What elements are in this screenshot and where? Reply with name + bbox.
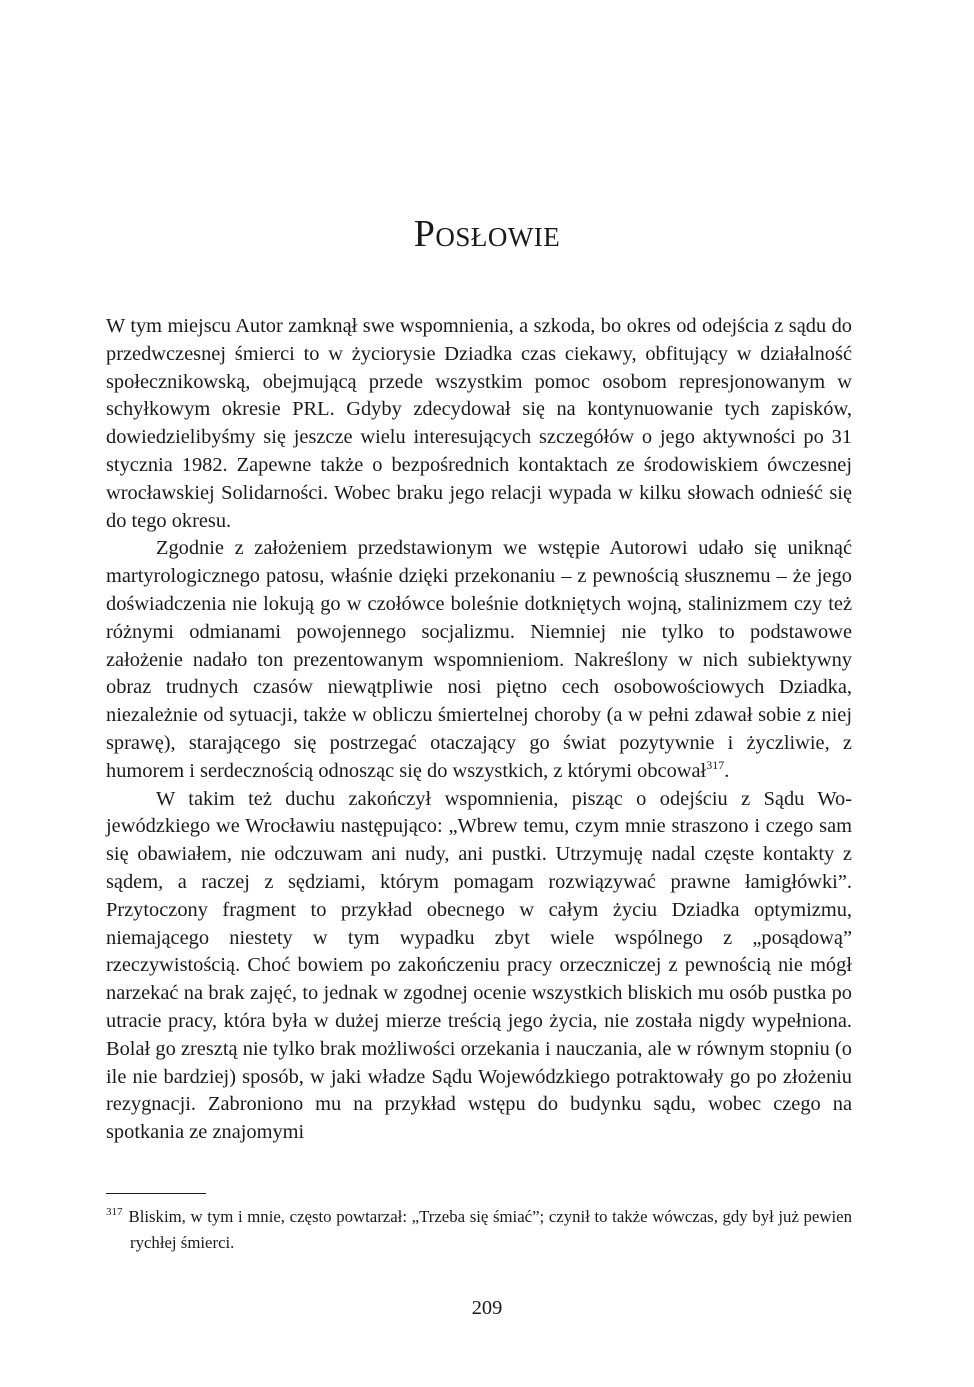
paragraph-2 (106, 535, 852, 785)
page-number: 209 (471, 1297, 503, 1319)
paragraph-2-text: Zgodnie z założeniem przedstawionym we wstępie Autorowi udało się uniknąć martyrologicznego patosu, właśnie dzięki przekonaniu – z pewnością słusznemu – że jego doświadczenia nie lokują go w czołówce boleśnie dotkniętych wojną, stalinizmem czy też różnymi odmianami powojennego socjalizmu. Niemniej nie tylko to podstawowe założenie nadało ton prezentowanym wspomnieniom. Nakreślony w nich subiektywny obraz trudnych czasów niewątpliwie nosi piętno cech osobowościowych Dziadka, niezależnie od sytuacji, także w obliczu śmiertelnej choroby (a w pełni zdawał sobie z niej sprawę), starającego się postrzegać otaczający go świat pozytywnie i życzliwie, z humorem i serdecznością odnosząc się do wszystkich, z którymi obcował (106, 537, 852, 782)
footnote-reference-trailing: . (724, 759, 730, 782)
footnote-divider (106, 1193, 206, 1194)
footnote-number: 317 (106, 1206, 123, 1218)
footnote-body (106, 1205, 852, 1254)
body-text (106, 313, 852, 1147)
footnote-text: Bliskim, w tym i mnie, często powtarzał: „Trzeba się śmiać”; czynił to także wówczas, gdy był już pewien rychłej śmierci. (128, 1207, 852, 1252)
paragraph-1: W tym miejscu Autor zamknął swe wspomnienia, a szkoda, bo okres od odejścia z sądu do przedwczesnej śmierci to w życiorysie Dziadka czas ciekawy, obfitujący w działalność społecznikowską, obejmującą przede wszystkim pomoc osobom represjonowanym w schyłkowym okresie PRL. Gdyby zdecydował się na kontynuowanie tych zapisków, dowiedzielibyśmy się jeszcze wielu interesujących szczegółów o jego aktywności po 31 stycznia 1982. Zapewne także o bezpośrednich kontaktach ze środowiskiem ówczesnej wrocławskiej Solidarności. Wobec braku jego relacji wypada w kilku słowach odnieść się do tego okresu. (106, 315, 852, 532)
paragraph-3: W takim też duchu zakończył wspomnienia, pisząc o odejściu z Sądu Wojewódzkiego we Wrocławiu następująco: „Wbrew temu, czym mnie straszono i czego sam się obawiałem, nie odczuwam ani nudy, ani pustki. Utrzymuję nadal częste kontakty z sądem, a raczej z sędziami, którym pomagam rozwiązywać prawne łamigłówki”. Przytoczony fragment to przykład obecnego w całym życiu Dziadka optymizmu, niemającego niestety w tym wypadku zbyt wiele wspólnego z „posądową” rzeczywistością. Choć bowiem po zakończeniu pracy orzeczniczej z pewnością nie mógł narzekać na brak zajęć, to jednak w zgodnej ocenie wszystkich bliskich mu osób pustka po utracie pracy, która była w dużej mierze treścią jego życia, nie została nigdy wypełniona. Bolał go zresztą nie tylko brak możliwości orzekania i nauczania, ale w równym stopniu (o ile nie bardziej) sposób, w jaki władze Sądu Wojewódzkiego potraktowały go po złożeniu rezygnacji. Zabroniono mu na przykład wstępu do budynku sądu, wobec czego na spotkania ze znajomymi (106, 787, 852, 1144)
footnote-reference[interactable]: 317 (706, 757, 725, 772)
chapter-title: Posłowie (413, 213, 561, 255)
footnote (106, 1205, 852, 1254)
